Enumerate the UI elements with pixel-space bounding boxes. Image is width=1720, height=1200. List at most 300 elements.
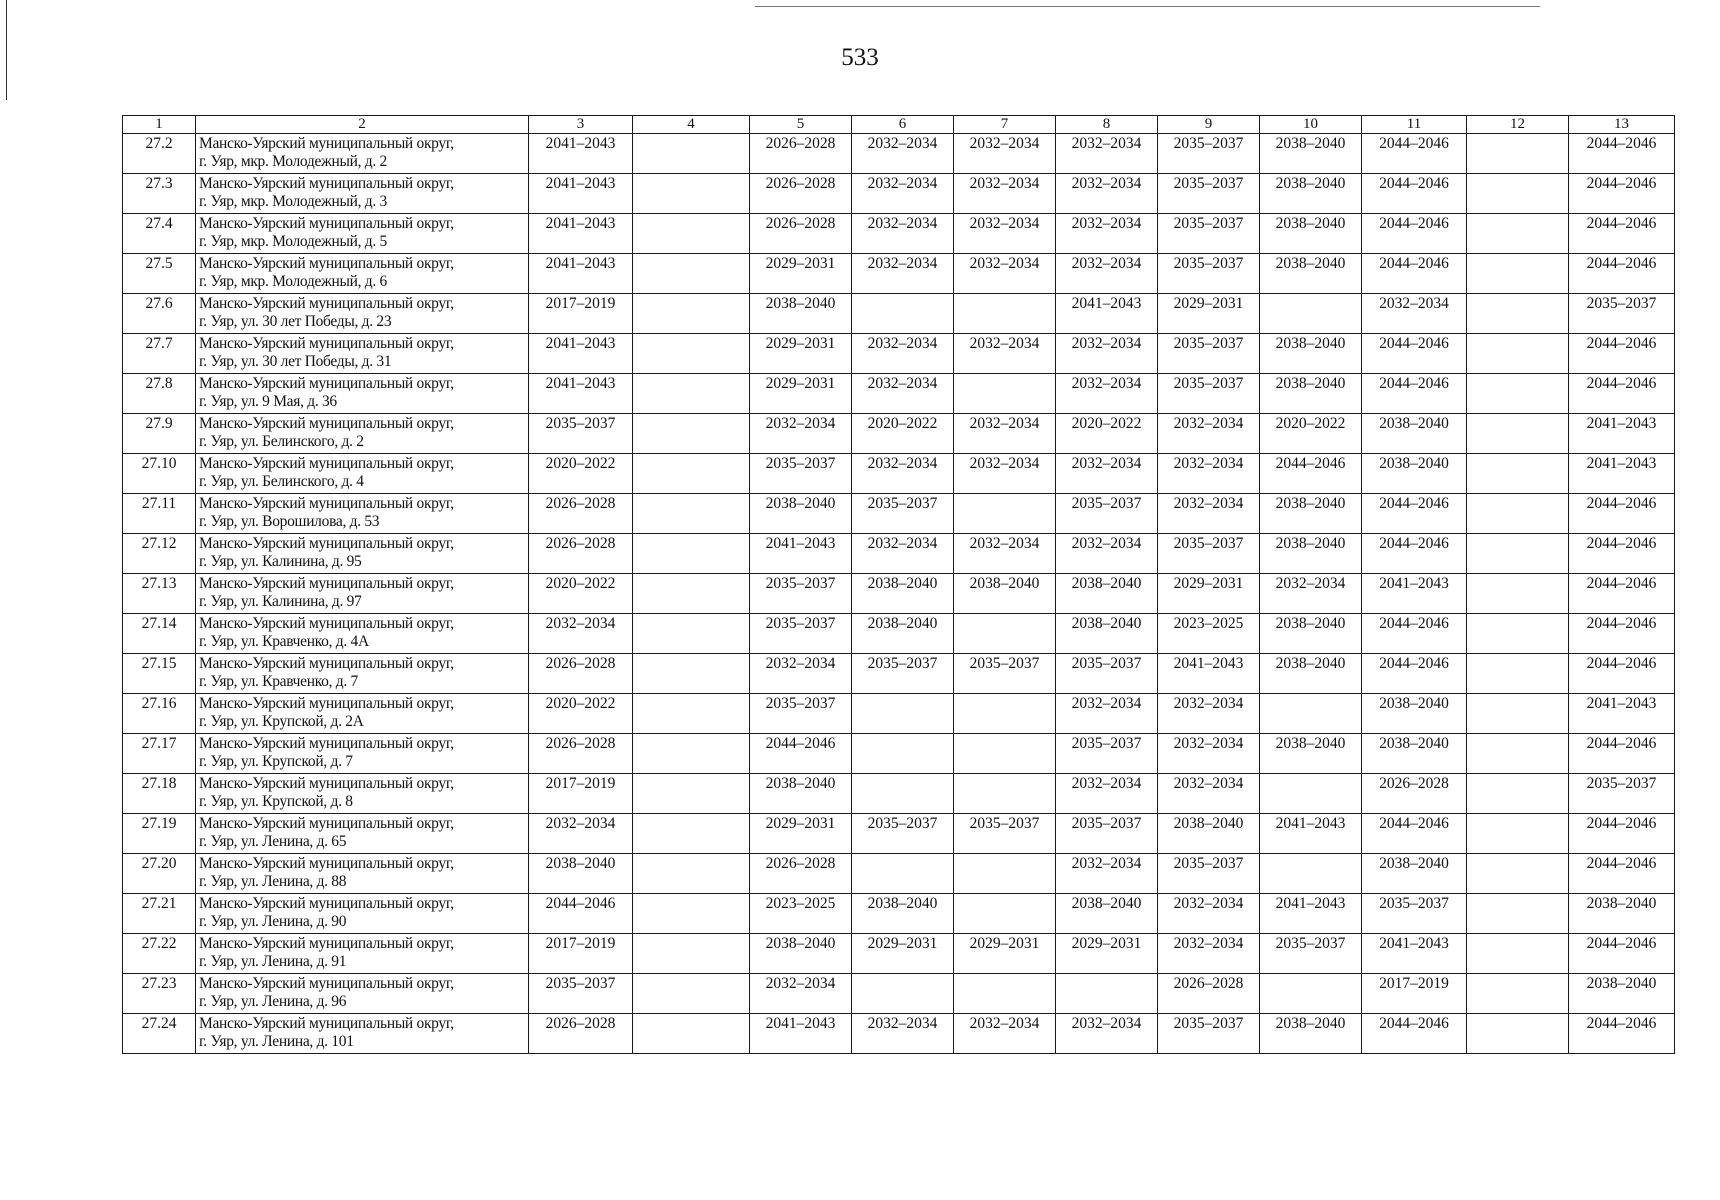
period-cell-col8: 2041–2043: [1056, 294, 1158, 334]
period-cell-col11: 2044–2046: [1362, 614, 1467, 654]
period-cell-col11: 2041–2043: [1362, 574, 1467, 614]
period-cell-col5: 2035–2037: [750, 614, 852, 654]
period-cell-col3: 2017–2019: [529, 294, 633, 334]
period-cell-col13: 2044–2046: [1569, 534, 1675, 574]
address-cell: [196, 894, 529, 934]
period-cell-col5: 2041–2043: [750, 1014, 852, 1054]
row-number: 27.22: [123, 934, 196, 974]
period-cell-col4: [633, 814, 750, 854]
period-cell-col3: 2041–2043: [529, 174, 633, 214]
row-number: 27.10: [123, 454, 196, 494]
period-cell-col3: 2041–2043: [529, 334, 633, 374]
period-cell-col3: 2041–2043: [529, 214, 633, 254]
address-district: Манско-Уярский муниципальный округ,: [199, 415, 454, 432]
period-cell-col7: [954, 894, 1056, 934]
address-street: г. Уяр, ул. Ленина, д. 88: [199, 873, 347, 890]
period-cell-col13: 2041–2043: [1569, 414, 1675, 454]
row-number: 27.4: [123, 214, 196, 254]
table-header-row: [123, 116, 1675, 134]
row-number: 27.19: [123, 814, 196, 854]
period-cell-col12: [1467, 534, 1569, 574]
period-cell-col6: [852, 734, 954, 774]
address-street: г. Уяр, мкр. Молодежный, д. 6: [199, 273, 387, 290]
period-cell-col10: 2038–2040: [1260, 534, 1362, 574]
period-cell-col9: 2035–2037: [1158, 334, 1260, 374]
period-cell-col4: [633, 974, 750, 1014]
address-district: Манско-Уярский муниципальный округ,: [199, 175, 454, 192]
period-cell-col13: 2044–2046: [1569, 214, 1675, 254]
period-cell-col6: 2035–2037: [852, 494, 954, 534]
period-cell-col6: 2029–2031: [852, 934, 954, 974]
row-number: 27.17: [123, 734, 196, 774]
period-cell-col11: 2044–2046: [1362, 1014, 1467, 1054]
table-row: [123, 374, 1675, 414]
period-cell-col9: 2035–2037: [1158, 374, 1260, 414]
period-cell-col7: 2032–2034: [954, 414, 1056, 454]
period-cell-col9: 2029–2031: [1158, 574, 1260, 614]
period-cell-col5: 2035–2037: [750, 574, 852, 614]
period-cell-col5: 2035–2037: [750, 694, 852, 734]
address-cell: [196, 934, 529, 974]
address-street: г. Уяр, ул. Кравченко, д. 7: [199, 673, 358, 690]
address-street: г. Уяр, ул. Ленина, д. 90: [199, 913, 347, 930]
period-cell-col13: 2035–2037: [1569, 774, 1675, 814]
address-district: Манско-Уярский муниципальный округ,: [199, 895, 454, 912]
period-cell-col13: 2038–2040: [1569, 974, 1675, 1014]
period-cell-col7: [954, 494, 1056, 534]
period-cell-col4: [633, 574, 750, 614]
period-cell-col3: 2041–2043: [529, 254, 633, 294]
period-cell-col12: [1467, 774, 1569, 814]
address-street: г. Уяр, ул. Крупской, д. 2А: [199, 713, 364, 730]
period-cell-col10: 2035–2037: [1260, 934, 1362, 974]
period-cell-col11: 2044–2046: [1362, 814, 1467, 854]
column-header: 8: [1056, 116, 1158, 134]
period-cell-col7: 2032–2034: [954, 214, 1056, 254]
period-cell-col5: 2038–2040: [750, 934, 852, 974]
period-cell-col7: 2032–2034: [954, 534, 1056, 574]
period-cell-col11: 2044–2046: [1362, 334, 1467, 374]
period-cell-col9: 2032–2034: [1158, 894, 1260, 934]
period-cell-col11: 2044–2046: [1362, 254, 1467, 294]
table-row: [123, 294, 1675, 334]
address-district: Манско-Уярский муниципальный округ,: [199, 535, 454, 552]
table-row: [123, 694, 1675, 734]
period-cell-col7: [954, 614, 1056, 654]
period-cell-col12: [1467, 694, 1569, 734]
period-cell-col4: [633, 934, 750, 974]
period-cell-col12: [1467, 654, 1569, 694]
period-cell-col10: 2038–2040: [1260, 734, 1362, 774]
period-cell-col12: [1467, 134, 1569, 174]
period-cell-col5: 2035–2037: [750, 454, 852, 494]
address-district: Манско-Уярский муниципальный округ,: [199, 935, 454, 952]
address-district: Манско-Уярский муниципальный округ,: [199, 775, 454, 792]
period-cell-col12: [1467, 294, 1569, 334]
period-cell-col9: 2038–2040: [1158, 814, 1260, 854]
period-cell-col6: 2032–2034: [852, 334, 954, 374]
address-district: Манско-Уярский муниципальный округ,: [199, 655, 454, 672]
address-cell: [196, 774, 529, 814]
column-header: 2: [196, 116, 529, 134]
period-cell-col10: 2038–2040: [1260, 1014, 1362, 1054]
period-cell-col11: 2038–2040: [1362, 734, 1467, 774]
period-cell-col5: 2026–2028: [750, 134, 852, 174]
address-cell: [196, 494, 529, 534]
period-cell-col3: 2032–2034: [529, 614, 633, 654]
period-cell-col6: 2032–2034: [852, 254, 954, 294]
period-cell-col9: 2035–2037: [1158, 534, 1260, 574]
address-street: г. Уяр, ул. 9 Мая, д. 36: [199, 393, 337, 410]
address-cell: [196, 614, 529, 654]
table-row: [123, 814, 1675, 854]
period-cell-col5: 2026–2028: [750, 214, 852, 254]
period-cell-col11: 2044–2046: [1362, 534, 1467, 574]
address-street: г. Уяр, ул. Калинина, д. 97: [199, 593, 362, 610]
period-cell-col10: [1260, 974, 1362, 1014]
column-header: 3: [529, 116, 633, 134]
period-cell-col10: 2044–2046: [1260, 454, 1362, 494]
period-cell-col5: 2032–2034: [750, 974, 852, 1014]
period-cell-col10: 2038–2040: [1260, 174, 1362, 214]
period-cell-col9: 2026–2028: [1158, 974, 1260, 1014]
period-cell-col13: 2044–2046: [1569, 934, 1675, 974]
table-row: [123, 134, 1675, 174]
period-cell-col3: 2044–2046: [529, 894, 633, 934]
period-cell-col10: 2038–2040: [1260, 614, 1362, 654]
period-cell-col10: 2038–2040: [1260, 494, 1362, 534]
address-district: Манско-Уярский муниципальный округ,: [199, 135, 454, 152]
period-cell-col5: 2038–2040: [750, 494, 852, 534]
period-cell-col12: [1467, 254, 1569, 294]
address-district: Манско-Уярский муниципальный округ,: [199, 215, 454, 232]
column-header: 1: [123, 116, 196, 134]
address-district: Манско-Уярский муниципальный округ,: [199, 335, 454, 352]
period-cell-col7: [954, 774, 1056, 814]
address-district: Манско-Уярский муниципальный округ,: [199, 855, 454, 872]
period-cell-col6: 2032–2034: [852, 134, 954, 174]
address-cell: [196, 534, 529, 574]
period-cell-col10: [1260, 694, 1362, 734]
period-cell-col13: 2044–2046: [1569, 134, 1675, 174]
table-body: [123, 116, 1675, 1054]
period-cell-col10: 2038–2040: [1260, 374, 1362, 414]
period-cell-col3: 2026–2028: [529, 654, 633, 694]
period-cell-col9: 2035–2037: [1158, 254, 1260, 294]
address-street: г. Уяр, ул. Белинского, д. 2: [199, 433, 364, 450]
row-number: 27.8: [123, 374, 196, 414]
address-district: Манско-Уярский муниципальный округ,: [199, 295, 454, 312]
address-street: г. Уяр, ул. Ленина, д. 96: [199, 993, 347, 1010]
period-cell-col6: 2032–2034: [852, 1014, 954, 1054]
address-street: г. Уяр, ул. Крупской, д. 8: [199, 793, 353, 810]
address-cell: [196, 334, 529, 374]
period-cell-col3: 2041–2043: [529, 374, 633, 414]
period-cell-col10: [1260, 854, 1362, 894]
address-street: г. Уяр, мкр. Молодежный, д. 2: [199, 153, 387, 170]
period-cell-col8: 2032–2034: [1056, 374, 1158, 414]
period-cell-col7: [954, 294, 1056, 334]
period-cell-col3: 2017–2019: [529, 774, 633, 814]
address-street: г. Уяр, ул. Ленина, д. 101: [199, 1033, 354, 1050]
period-cell-col5: 2023–2025: [750, 894, 852, 934]
address-cell: [196, 174, 529, 214]
period-cell-col9: 2032–2034: [1158, 414, 1260, 454]
period-cell-col13: 2044–2046: [1569, 814, 1675, 854]
period-cell-col7: 2032–2034: [954, 134, 1056, 174]
period-cell-col4: [633, 254, 750, 294]
period-cell-col4: [633, 894, 750, 934]
period-cell-col10: 2038–2040: [1260, 334, 1362, 374]
period-cell-col10: 2041–2043: [1260, 814, 1362, 854]
address-cell: [196, 1014, 529, 1054]
period-cell-col5: 2032–2034: [750, 414, 852, 454]
period-cell-col12: [1467, 1014, 1569, 1054]
period-cell-col7: 2032–2034: [954, 254, 1056, 294]
period-cell-col9: 2032–2034: [1158, 934, 1260, 974]
period-cell-col8: 2035–2037: [1056, 734, 1158, 774]
period-cell-col9: 2032–2034: [1158, 454, 1260, 494]
period-cell-col13: 2038–2040: [1569, 894, 1675, 934]
period-cell-col9: 2029–2031: [1158, 294, 1260, 334]
period-cell-col3: 2026–2028: [529, 1014, 633, 1054]
address-cell: [196, 134, 529, 174]
column-header: 9: [1158, 116, 1260, 134]
period-cell-col12: [1467, 574, 1569, 614]
address-district: Манско-Уярский муниципальный округ,: [199, 495, 454, 512]
period-cell-col4: [633, 694, 750, 734]
period-cell-col5: 2029–2031: [750, 334, 852, 374]
period-cell-col6: 2038–2040: [852, 894, 954, 934]
row-number: 27.9: [123, 414, 196, 454]
address-district: Манско-Уярский муниципальный округ,: [199, 455, 454, 472]
period-cell-col8: 2038–2040: [1056, 574, 1158, 614]
period-cell-col6: 2032–2034: [852, 374, 954, 414]
column-header: 13: [1569, 116, 1675, 134]
period-cell-col5: 2041–2043: [750, 534, 852, 574]
period-cell-col9: 2035–2037: [1158, 854, 1260, 894]
table-row: [123, 494, 1675, 534]
period-cell-col11: 2044–2046: [1362, 494, 1467, 534]
address-street: г. Уяр, мкр. Молодежный, д. 3: [199, 193, 387, 210]
row-number: 27.6: [123, 294, 196, 334]
period-cell-col5: 2038–2040: [750, 774, 852, 814]
period-cell-col6: 2032–2034: [852, 174, 954, 214]
period-cell-col9: 2035–2037: [1158, 134, 1260, 174]
period-cell-col12: [1467, 614, 1569, 654]
period-cell-col12: [1467, 414, 1569, 454]
row-number: 27.2: [123, 134, 196, 174]
period-cell-col4: [633, 174, 750, 214]
period-cell-col7: 2038–2040: [954, 574, 1056, 614]
period-cell-col3: 2026–2028: [529, 534, 633, 574]
period-cell-col9: 2035–2037: [1158, 1014, 1260, 1054]
period-cell-col10: 2032–2034: [1260, 574, 1362, 614]
column-header: 11: [1362, 116, 1467, 134]
period-cell-col6: 2020–2022: [852, 414, 954, 454]
period-cell-col13: 2044–2046: [1569, 654, 1675, 694]
period-cell-col11: 2038–2040: [1362, 454, 1467, 494]
period-cell-col7: [954, 854, 1056, 894]
period-cell-col9: 2032–2034: [1158, 734, 1260, 774]
period-cell-col5: 2029–2031: [750, 814, 852, 854]
period-cell-col4: [633, 374, 750, 414]
period-cell-col6: 2035–2037: [852, 654, 954, 694]
period-cell-col12: [1467, 174, 1569, 214]
period-cell-col8: 2032–2034: [1056, 534, 1158, 574]
page-number: 533: [841, 44, 879, 71]
address-district: Манско-Уярский муниципальный округ,: [199, 575, 454, 592]
period-cell-col6: [852, 854, 954, 894]
address-cell: [196, 574, 529, 614]
period-cell-col6: 2032–2034: [852, 534, 954, 574]
column-header: 6: [852, 116, 954, 134]
period-cell-col10: 2038–2040: [1260, 654, 1362, 694]
period-cell-col4: [633, 534, 750, 574]
address-district: Манско-Уярский муниципальный округ,: [199, 735, 454, 752]
period-cell-col7: [954, 974, 1056, 1014]
table-row: [123, 734, 1675, 774]
address-cell: [196, 254, 529, 294]
period-cell-col10: 2038–2040: [1260, 254, 1362, 294]
period-cell-col6: [852, 694, 954, 734]
address-district: Манско-Уярский муниципальный округ,: [199, 1015, 454, 1032]
column-header: 7: [954, 116, 1056, 134]
address-cell: [196, 414, 529, 454]
address-street: г. Уяр, ул. 30 лет Победы, д. 23: [199, 313, 392, 330]
period-cell-col8: 2032–2034: [1056, 254, 1158, 294]
period-cell-col7: 2032–2034: [954, 454, 1056, 494]
period-cell-col8: 2035–2037: [1056, 654, 1158, 694]
address-district: Манско-Уярский муниципальный округ,: [199, 615, 454, 632]
period-cell-col11: 2038–2040: [1362, 414, 1467, 454]
period-cell-col11: 2044–2046: [1362, 134, 1467, 174]
period-cell-col5: 2029–2031: [750, 254, 852, 294]
row-number: 27.23: [123, 974, 196, 1014]
period-cell-col4: [633, 654, 750, 694]
period-cell-col3: 2020–2022: [529, 694, 633, 734]
period-cell-col6: [852, 974, 954, 1014]
period-cell-col12: [1467, 894, 1569, 934]
address-cell: [196, 694, 529, 734]
period-cell-col4: [633, 414, 750, 454]
period-cell-col7: [954, 734, 1056, 774]
period-cell-col3: 2032–2034: [529, 814, 633, 854]
period-cell-col8: 2032–2034: [1056, 334, 1158, 374]
period-cell-col6: 2038–2040: [852, 614, 954, 654]
period-cell-col12: [1467, 854, 1569, 894]
period-cell-col13: 2044–2046: [1569, 174, 1675, 214]
period-cell-col8: 2032–2034: [1056, 174, 1158, 214]
row-number: 27.21: [123, 894, 196, 934]
period-cell-col4: [633, 494, 750, 534]
address-cell: [196, 294, 529, 334]
period-cell-col4: [633, 454, 750, 494]
period-cell-col7: 2032–2034: [954, 174, 1056, 214]
address-street: г. Уяр, ул. 30 лет Победы, д. 31: [199, 353, 392, 370]
address-district: Манско-Уярский муниципальный округ,: [199, 975, 454, 992]
address-street: г. Уяр, ул. Ленина, д. 65: [199, 833, 347, 850]
row-number: 27.3: [123, 174, 196, 214]
address-street: г. Уяр, ул. Калинина, д. 95: [199, 553, 362, 570]
column-header: 4: [633, 116, 750, 134]
address-cell: [196, 214, 529, 254]
period-cell-col9: 2035–2037: [1158, 214, 1260, 254]
address-street: г. Уяр, ул. Ворошилова, д. 53: [199, 513, 380, 530]
period-cell-col8: 2038–2040: [1056, 614, 1158, 654]
period-cell-col3: 2020–2022: [529, 454, 633, 494]
row-number: 27.7: [123, 334, 196, 374]
period-cell-col7: 2032–2034: [954, 334, 1056, 374]
row-number: 27.11: [123, 494, 196, 534]
address-cell: [196, 374, 529, 414]
period-cell-col11: 2026–2028: [1362, 774, 1467, 814]
address-district: Манско-Уярский муниципальный округ,: [199, 255, 454, 272]
period-cell-col10: 2041–2043: [1260, 894, 1362, 934]
period-cell-col5: 2026–2028: [750, 174, 852, 214]
table-row: [123, 414, 1675, 454]
period-cell-col8: 2020–2022: [1056, 414, 1158, 454]
period-cell-col13: 2044–2046: [1569, 494, 1675, 534]
period-cell-col10: 2038–2040: [1260, 214, 1362, 254]
address-cell: [196, 854, 529, 894]
top-rule: [755, 6, 1540, 7]
period-cell-col9: 2032–2034: [1158, 494, 1260, 534]
table-row: [123, 934, 1675, 974]
address-street: г. Уяр, ул. Ленина, д. 91: [199, 953, 347, 970]
address-cell: [196, 654, 529, 694]
period-cell-col6: 2035–2037: [852, 814, 954, 854]
address-district: Манско-Уярский муниципальный округ,: [199, 695, 454, 712]
period-cell-col9: 2041–2043: [1158, 654, 1260, 694]
period-cell-col8: 2035–2037: [1056, 814, 1158, 854]
period-cell-col8: 2032–2034: [1056, 1014, 1158, 1054]
period-cell-col9: 2035–2037: [1158, 174, 1260, 214]
period-cell-col9: 2032–2034: [1158, 694, 1260, 734]
period-cell-col7: [954, 374, 1056, 414]
period-cell-col3: 2020–2022: [529, 574, 633, 614]
table-row: [123, 654, 1675, 694]
period-cell-col12: [1467, 374, 1569, 414]
period-cell-col5: 2026–2028: [750, 854, 852, 894]
period-cell-col8: 2035–2037: [1056, 494, 1158, 534]
period-cell-col5: 2044–2046: [750, 734, 852, 774]
period-cell-col9: 2032–2034: [1158, 774, 1260, 814]
period-cell-col13: 2044–2046: [1569, 334, 1675, 374]
period-cell-col3: 2041–2043: [529, 134, 633, 174]
period-cell-col5: 2032–2034: [750, 654, 852, 694]
row-number: 27.20: [123, 854, 196, 894]
period-cell-col4: [633, 214, 750, 254]
table-row: [123, 254, 1675, 294]
period-cell-col4: [633, 1014, 750, 1054]
period-cell-col13: 2044–2046: [1569, 254, 1675, 294]
row-number: 27.5: [123, 254, 196, 294]
period-cell-col4: [633, 134, 750, 174]
address-street: г. Уяр, ул. Белинского, д. 4: [199, 473, 364, 490]
period-cell-col10: 2020–2022: [1260, 414, 1362, 454]
period-cell-col7: [954, 694, 1056, 734]
period-cell-col8: 2029–2031: [1056, 934, 1158, 974]
row-number: 27.18: [123, 774, 196, 814]
period-cell-col9: 2023–2025: [1158, 614, 1260, 654]
row-number: 27.24: [123, 1014, 196, 1054]
table-row: [123, 334, 1675, 374]
period-cell-col6: [852, 774, 954, 814]
period-cell-col13: 2044–2046: [1569, 614, 1675, 654]
period-cell-col3: 2035–2037: [529, 414, 633, 454]
row-number: 27.12: [123, 534, 196, 574]
